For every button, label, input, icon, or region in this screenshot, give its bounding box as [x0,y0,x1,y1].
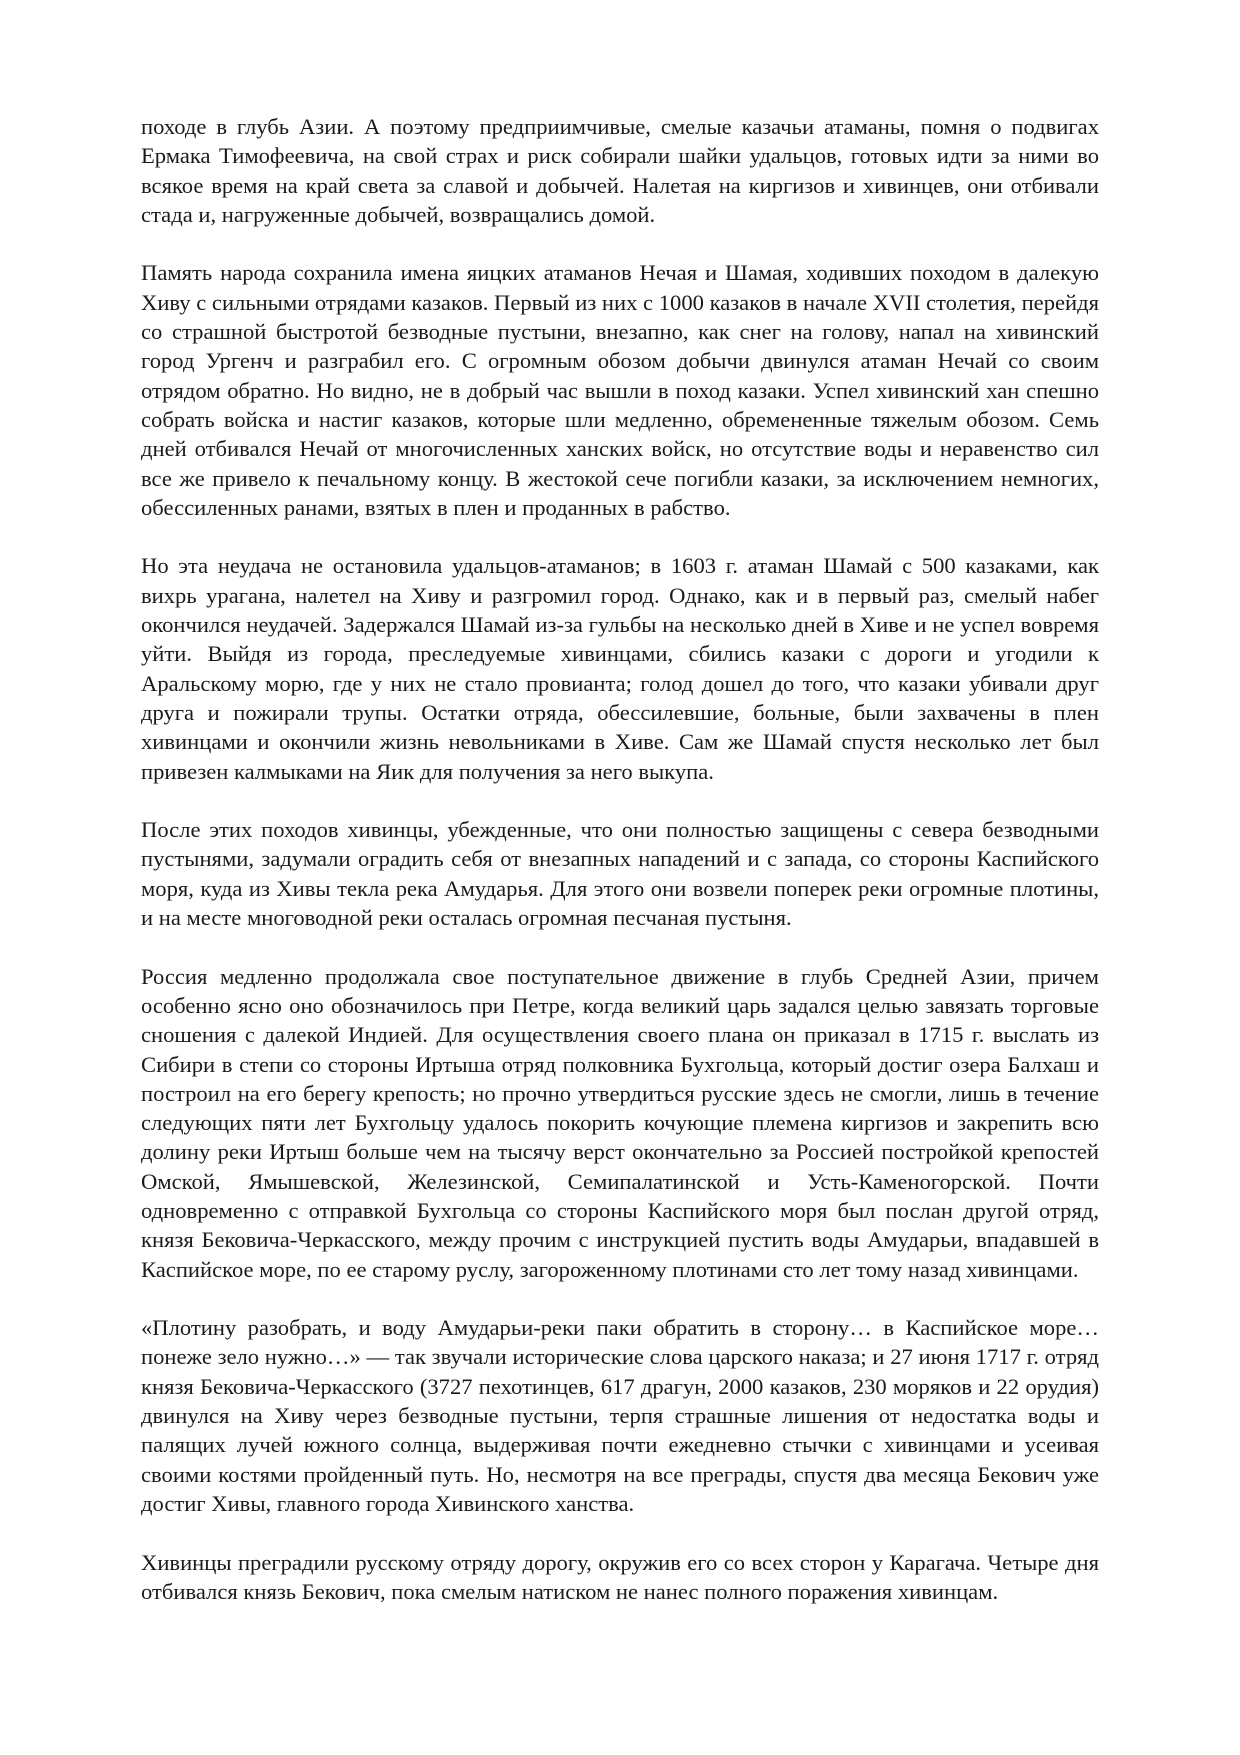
paragraph-1: походе в глубь Азии. А поэтому предприимчивые, смелые казачьи атаманы, помня о подвигах Ермака Тимофеевича, на свой страх и риск собирали шайки удальцов, готовых идти за ними во всякое время на край света за славой и добычей. Налетая на киргизов и хивинцев, они отбивали стада и, нагруженные добычей, возвращались домой. [141,114,1099,227]
paragraph-5: Россия медленно продолжала свое поступательное движение в глубь Средней Азии, причем особенно ясно оно обозначилось при Петре, когда великий царь задался целью завязать торговые сношения с далекой Индией. Для осуществления своего плана он приказал в 1715 г. выслать из Сибири в степи со стороны Иртыша отряд полковника Бухгольца, который достиг озера Балхаш и построил на его берегу крепость; но прочно утвердиться русские здесь не смогли, лишь в течение следующих пяти лет Бухгольцу удалось покорить кочующие племена киргизов и закрепить всю долину реки Иртыш больше чем на тысячу верст окончательно за Россией постройкой крепостей Омской, Ямышевской, Железинской, Семипалатинской и Усть-Каменогорской. Почти одновременно с отправкой Бухгольца со стороны Каспийского моря был послан другой отряд, князя Бековича-Черкасского, между прочим с инструкцией пустить воды Амударьи, впадавшей в Каспийское море, по ее старому руслу, загороженному плотинами сто лет тому назад хивинцами. [141,963,1099,1282]
page-body [141,112,1099,1606]
paragraph-7: Хивинцы преградили русскому отряду дорогу, окружив его со всех сторон у Карагача. Четыре дня отбивался князь Бекович, пока смелым натиском не нанес полного поражения хивинцам. [141,1549,1099,1604]
paragraph-4: После этих походов хивинцы, убежденные, что они полностью защищены с севера безводными пустынями, задумали оградить себя от внезапных нападений и с запада, со стороны Каспийского моря, куда из Хивы текла река Амударья. Для этого они возвели поперек реки огромные плотины, и на месте многоводной реки осталась огромная песчаная пустыня. [141,817,1099,931]
paragraph-2: Память народа сохранила имена яицких атаманов Нечая и Шамая, ходивших походом в далекую Хиву с сильными отрядами казаков. Первый из них с 1000 казаков в начале XVII столетия, перейдя со страшной быстротой безводные пустыни, внезапно, как снег на голову, напал на хивинский город Ургенч и разграбил его. С огромным обозом добычи двинулся атаман Нечай со своим отрядом обратно. Но видно, не в добрый час вышли в поход казаки. Успел хивинский хан спешно собрать войска и настиг казаков, которые шли медленно, обремененные тяжелым обозом. Семь дней отбивался Нечай от многочисленных ханских войск, но отсутствие воды и неравенство сил все же привело к печальному концу. В жестокой сече погибли казаки, за исключением немногих, обессиленных ранами, взятых в плен и проданных в рабство. [141,260,1100,520]
paragraph-3: Но эта неудача не остановила удальцов-атаманов; в 1603 г. атаман Шамай с 500 казаками, как вихрь урагана, налетел на Хиву и разгромил город. Однако, как и в первый раз, смелый набег окончился неудачей. Задержался Шамай из-за гульбы на несколько дней в Хиве и не успел вовремя уйти. Выйдя из города, преследуемые хивинцами, сбились казаки с дороги и угодили к Аральскому морю, где у них не стало провианта; голод дошел до того, что казаки убивали друг друга и пожирали трупы. Остатки отряда, обессилевшие, больные, были захвачены в плен хивинцами и окончили жизнь невольниками в Хиве. Сам же Шамай спустя несколько лет был привезен калмыками на Яик для получения за него выкупа. [141,553,1099,784]
paragraph-6: «Плотину разобрать, и воду Амударьи-реки паки обратить в сторону… в Каспийское море… понеже зело нужно…» — так звучали исторические слова царского наказа; и 27 июня 1717 г. отряд князя Бековича-Черкасского (3727 пехотинцев, 617 драгун, 2000 казаков, 230 моряков и 22 орудия) двинулся на Хиву через безводные пустыни, терпя страшные лишения от недостатка воды и палящих лучей южного солнца, выдерживая почти ежедневно стычки с хивинцами и усеивая своими костями пройденный путь. Но, несмотря на все преграды, спустя два месяца Бекович уже достиг Хивы, главного города Хивинского ханства. [141,1315,1099,1516]
